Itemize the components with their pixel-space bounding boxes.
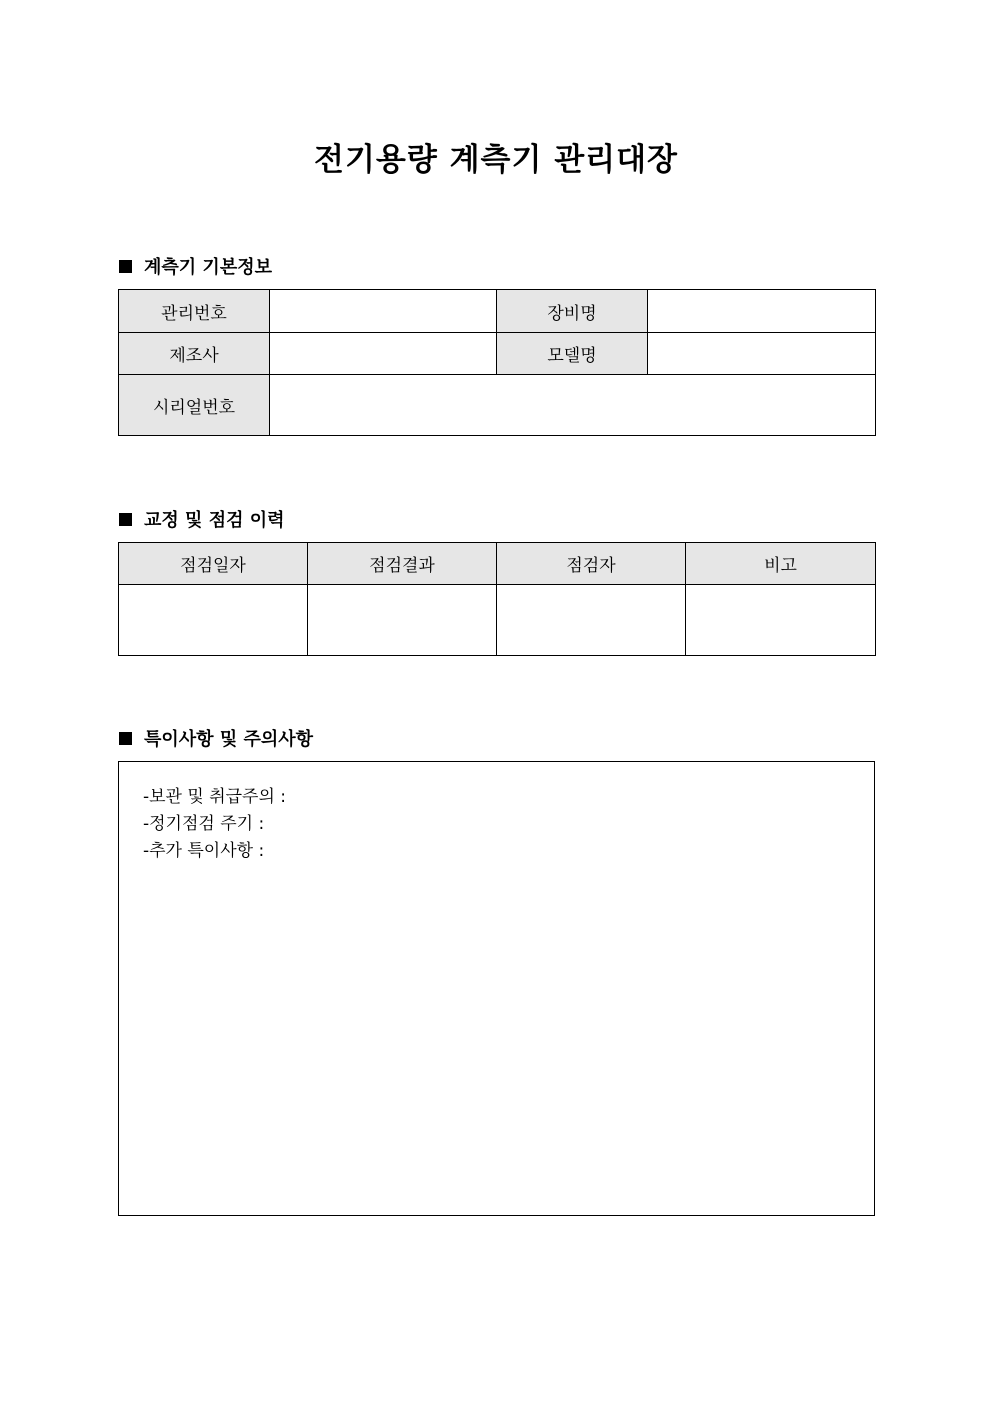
notes-box[interactable] bbox=[118, 761, 875, 1216]
section-heading-label: 특이사항 및 주의사항 bbox=[144, 729, 314, 750]
history-table bbox=[118, 542, 876, 656]
equipment-name-field[interactable] bbox=[648, 290, 876, 333]
model-name-field[interactable] bbox=[648, 333, 876, 375]
section-heading-basic-info bbox=[119, 253, 272, 279]
square-bullet-icon bbox=[119, 260, 132, 273]
management-no-label: 관리번호 bbox=[119, 290, 270, 333]
column-header-inspector: 점검자 bbox=[497, 543, 686, 585]
section-heading-label: 교정 및 점검 이력 bbox=[144, 510, 285, 531]
column-header-date: 점검일자 bbox=[119, 543, 308, 585]
result-cell[interactable] bbox=[308, 585, 497, 656]
serial-no-label: 시리얼번호 bbox=[119, 375, 270, 436]
inspector-cell[interactable] bbox=[497, 585, 686, 656]
column-header-remarks: 비고 bbox=[686, 543, 876, 585]
section-heading-history bbox=[119, 506, 285, 532]
section-heading-notes bbox=[119, 725, 313, 751]
date-cell[interactable] bbox=[119, 585, 308, 656]
column-header-result: 점검결과 bbox=[308, 543, 497, 585]
model-name-label: 모델명 bbox=[497, 333, 648, 375]
note-storage-handling: -보관 및 취급주의 : bbox=[143, 787, 287, 807]
square-bullet-icon bbox=[119, 513, 132, 526]
section-heading-label: 계측기 기본정보 bbox=[144, 257, 272, 278]
remarks-cell[interactable] bbox=[686, 585, 876, 656]
serial-no-field[interactable] bbox=[270, 375, 876, 436]
basic-info-table bbox=[118, 289, 876, 436]
equipment-name-label: 장비명 bbox=[497, 290, 648, 333]
table-row bbox=[119, 585, 876, 656]
manufacturer-label: 제조사 bbox=[119, 333, 270, 375]
square-bullet-icon bbox=[119, 732, 132, 745]
note-inspection-cycle: -정기점검 주기 : bbox=[143, 814, 265, 834]
page-title: 전기용량 계측기 관리대장 bbox=[314, 142, 678, 178]
note-additional-remarks: -추가 특이사항 : bbox=[143, 841, 265, 861]
management-no-field[interactable] bbox=[270, 290, 497, 333]
manufacturer-field[interactable] bbox=[270, 333, 497, 375]
